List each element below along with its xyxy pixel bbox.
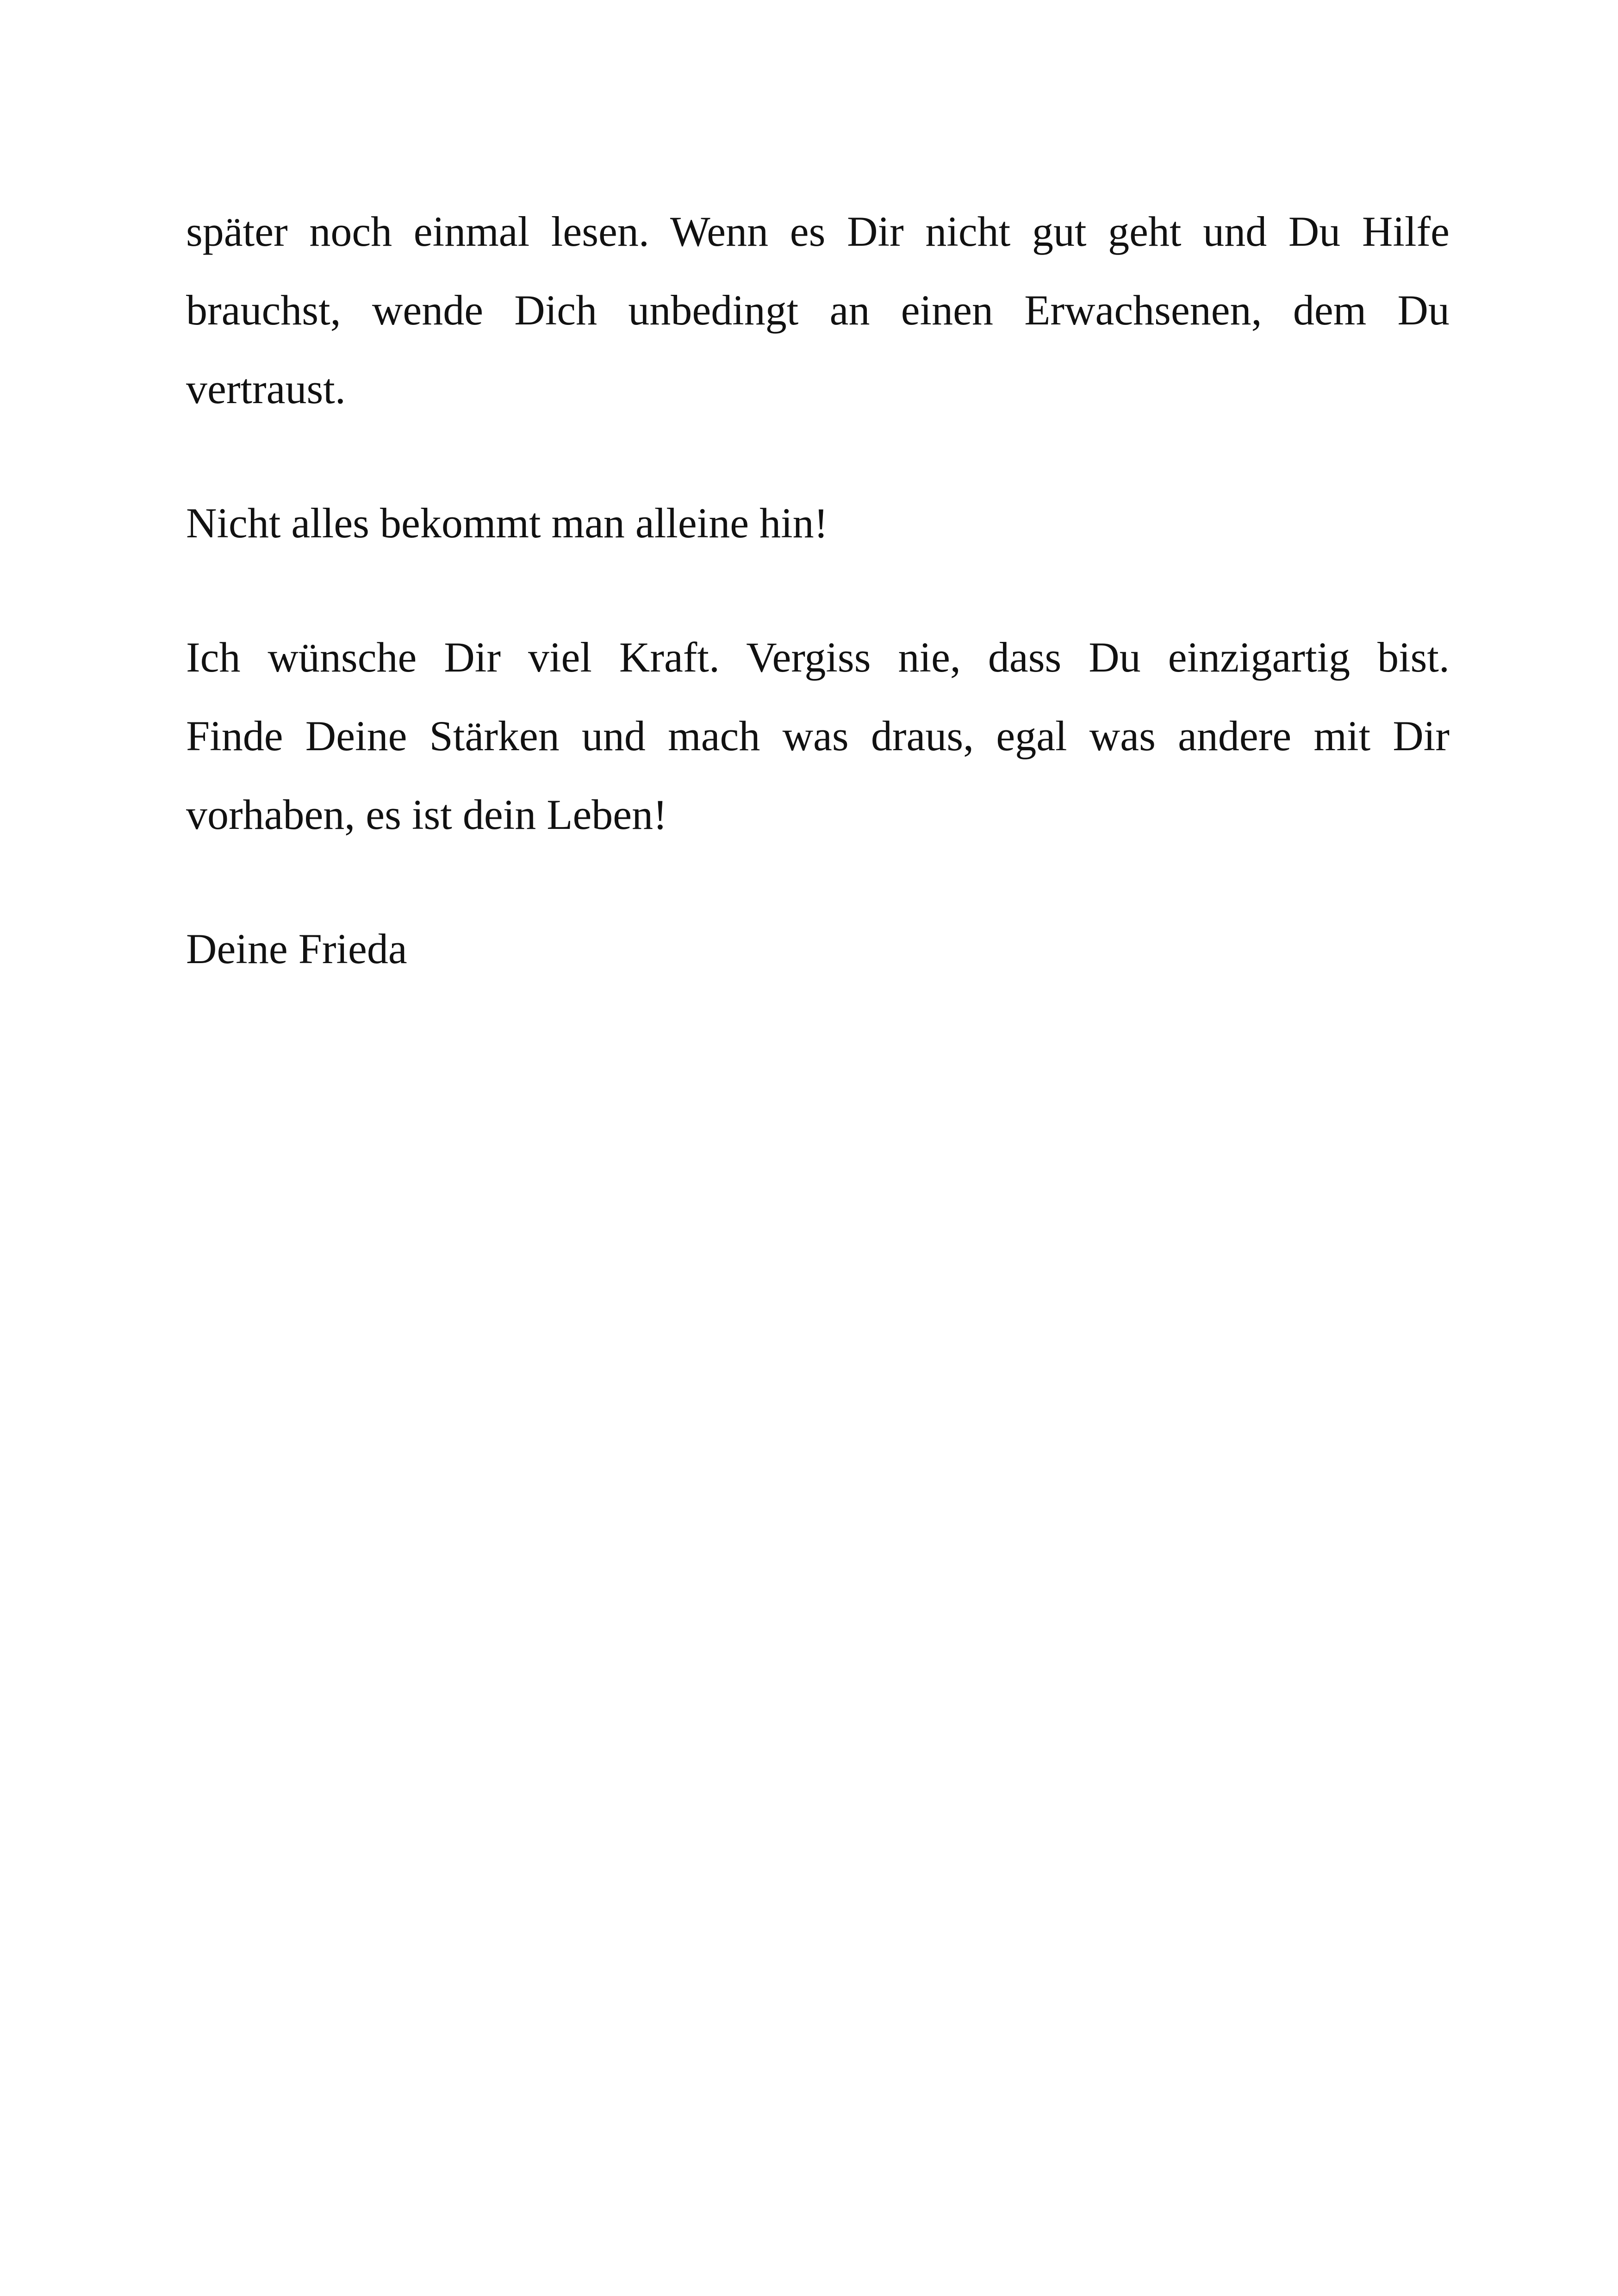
- text-line: später noch einmal lesen. Wenn es Dir nicht gut geht und Du Hilfe: [186, 208, 1450, 255]
- text-line: vertraust.: [186, 365, 346, 412]
- text-line: Finde Deine Stärken und mach was draus, egal was andere mit Dir: [186, 712, 1450, 759]
- text-line: Nicht alles bekommt man alleine hin!: [186, 499, 828, 547]
- text-line: brauchst, wende Dich unbedingt an einen Erwachsenen, dem Du: [186, 286, 1450, 334]
- signature-line: Deine Frieda: [186, 925, 407, 972]
- text-line: Ich wünsche Dir viel Kraft. Vergiss nie, dass Du einzigartig bist.: [186, 634, 1450, 681]
- text-line: vorhaben, es ist dein Leben!: [186, 791, 667, 838]
